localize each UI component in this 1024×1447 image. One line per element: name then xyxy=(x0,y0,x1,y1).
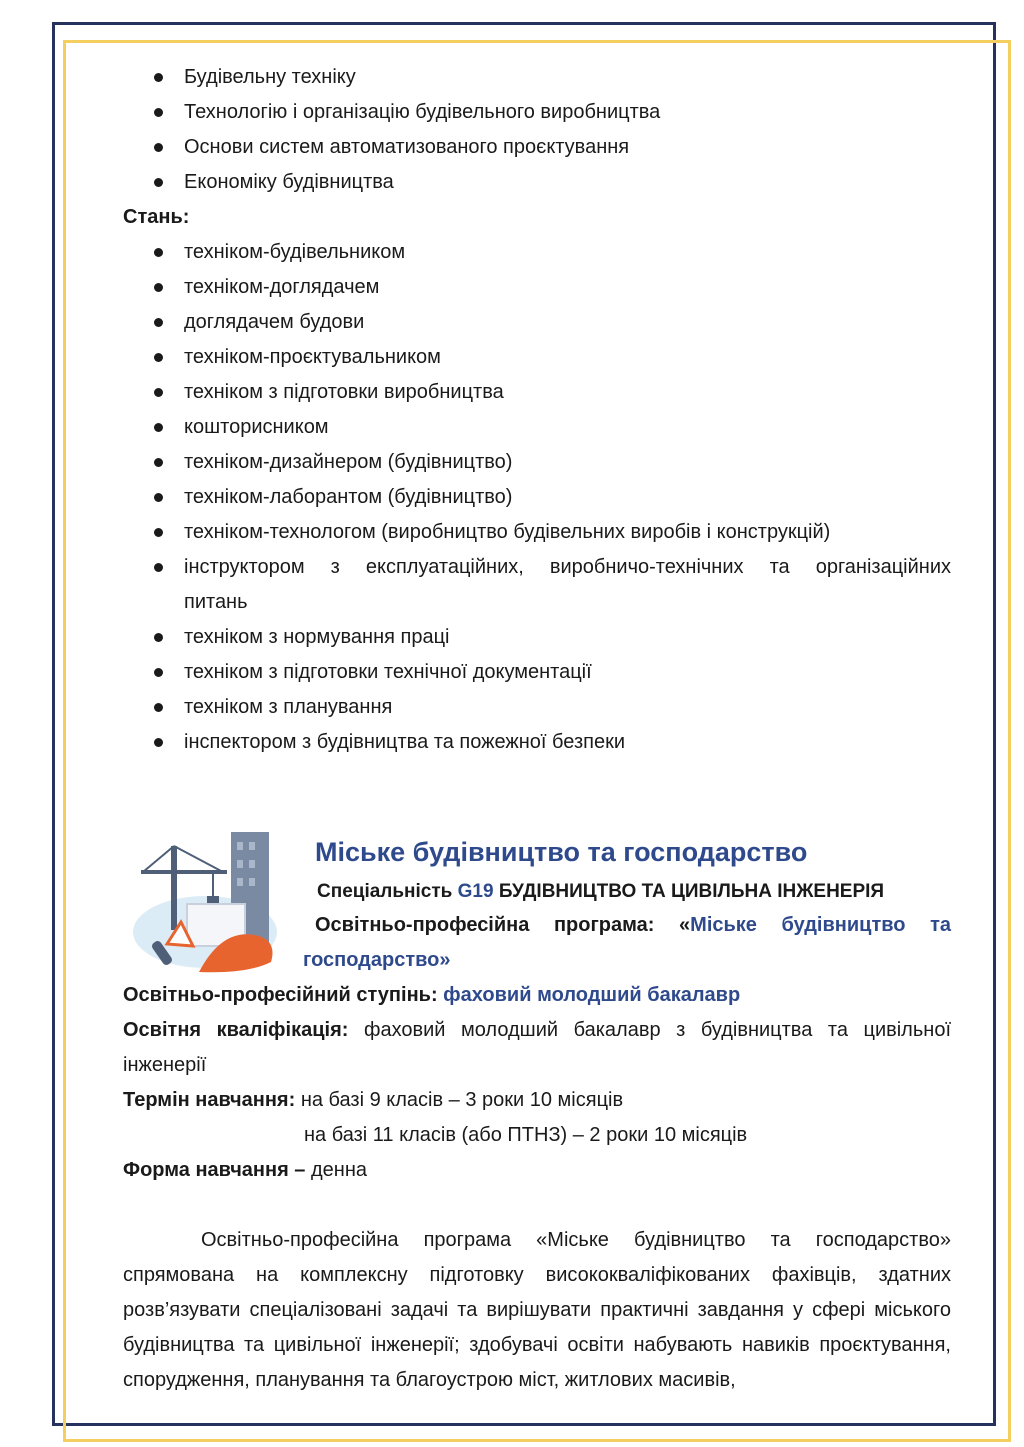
list-item: Економіку будівництва xyxy=(123,165,951,200)
list-item: техніком з підготовки виробництва xyxy=(123,375,951,410)
specialty-line xyxy=(317,876,951,908)
list-item xyxy=(123,550,951,620)
list-item: техніком-будівельником xyxy=(123,235,951,270)
list-item: техніком-технологом (виробництво будівельних виробів і конструкцій) xyxy=(123,515,951,550)
list-item: техніком з планування xyxy=(123,690,951,725)
specialty-code: G19 xyxy=(457,881,494,902)
list-item: Технологію і організацію будівельного виробництва xyxy=(123,95,951,130)
section-title: Міське будівництво та господарство xyxy=(315,837,808,867)
term-label: Термін навчання: xyxy=(123,1089,296,1111)
qualification-value-cont: інженерії xyxy=(123,1054,207,1076)
program-section xyxy=(123,822,951,978)
specialty-name: БУДІВНИЦТВО ТА ЦИВІЛЬНА ІНЖЕНЕРІЯ xyxy=(498,881,885,902)
qualification-row xyxy=(123,1013,951,1083)
list-item-text: інструктором з експлуатаційних, виробничо-технічних та організаційних xyxy=(184,556,951,578)
list-item: доглядачем будови xyxy=(123,305,951,340)
list-item: Будівельну техніку xyxy=(123,60,951,95)
become-label: Стань: xyxy=(123,206,190,228)
form-label: Форма навчання – xyxy=(123,1159,306,1181)
term-value-1: на базі 9 класів – 3 роки 10 місяців xyxy=(300,1089,624,1111)
list-item: Основи систем автоматизованого проєктування xyxy=(123,130,951,165)
degree-value: фаховий молодший бакалавр xyxy=(443,984,741,1006)
qualification-value: фаховий молодший бакалавр з будівництва та цивільної xyxy=(364,1019,951,1041)
program-line xyxy=(303,908,951,978)
list-item: інспектором з будівництва та пожежної безпеки xyxy=(123,725,951,760)
subjects-list xyxy=(123,60,951,200)
program-label: Освітньо-професійна програма: « xyxy=(315,914,691,936)
careers-list xyxy=(123,235,951,760)
form-row xyxy=(123,1153,951,1188)
qualification-label: Освітня кваліфікація: xyxy=(123,1019,349,1041)
list-item: техніком-дизайнером (будівництво) xyxy=(123,445,951,480)
list-item: техніком-доглядачем xyxy=(123,270,951,305)
program-description: Освітньо-професійна програма «Міське будівництво та господарство» спрямована на комплексну підготовку висококваліфікованих фахівців, здатних розв’язувати спеціалізовані задачі та вирішувати практичні завдання у сфері міського будівництва та цивільної інженерії; здобувачі освіти набувають навиків проєктування, спорудження, планування та благоустрою міст, житлових масивів, xyxy=(123,1229,951,1391)
program-name: Міське будівництво та xyxy=(690,914,951,936)
degree-label: Освітньо-професійний ступінь: xyxy=(123,984,438,1006)
document-content xyxy=(123,60,951,1398)
list-item: кошторисником xyxy=(123,410,951,445)
list-item: техніком-лаборантом (будівництво) xyxy=(123,480,951,515)
list-item: техніком з нормування праці xyxy=(123,620,951,655)
term-row xyxy=(123,1083,951,1153)
construction-illustration xyxy=(127,822,287,974)
program-name-cont: господарство xyxy=(303,949,440,971)
degree-row xyxy=(123,978,951,1013)
list-item: техніком-проєктувальником xyxy=(123,340,951,375)
list-item: техніком з підготовки технічної документації xyxy=(123,655,951,690)
specialty-prefix: Спеціальність xyxy=(317,881,453,902)
list-item-text-cont: питань xyxy=(184,591,248,613)
term-value-2: на базі 11 класів (або ПТНЗ) – 2 роки 10 місяців xyxy=(304,1124,748,1146)
form-value: денна xyxy=(311,1159,368,1181)
program-close: » xyxy=(439,949,451,971)
